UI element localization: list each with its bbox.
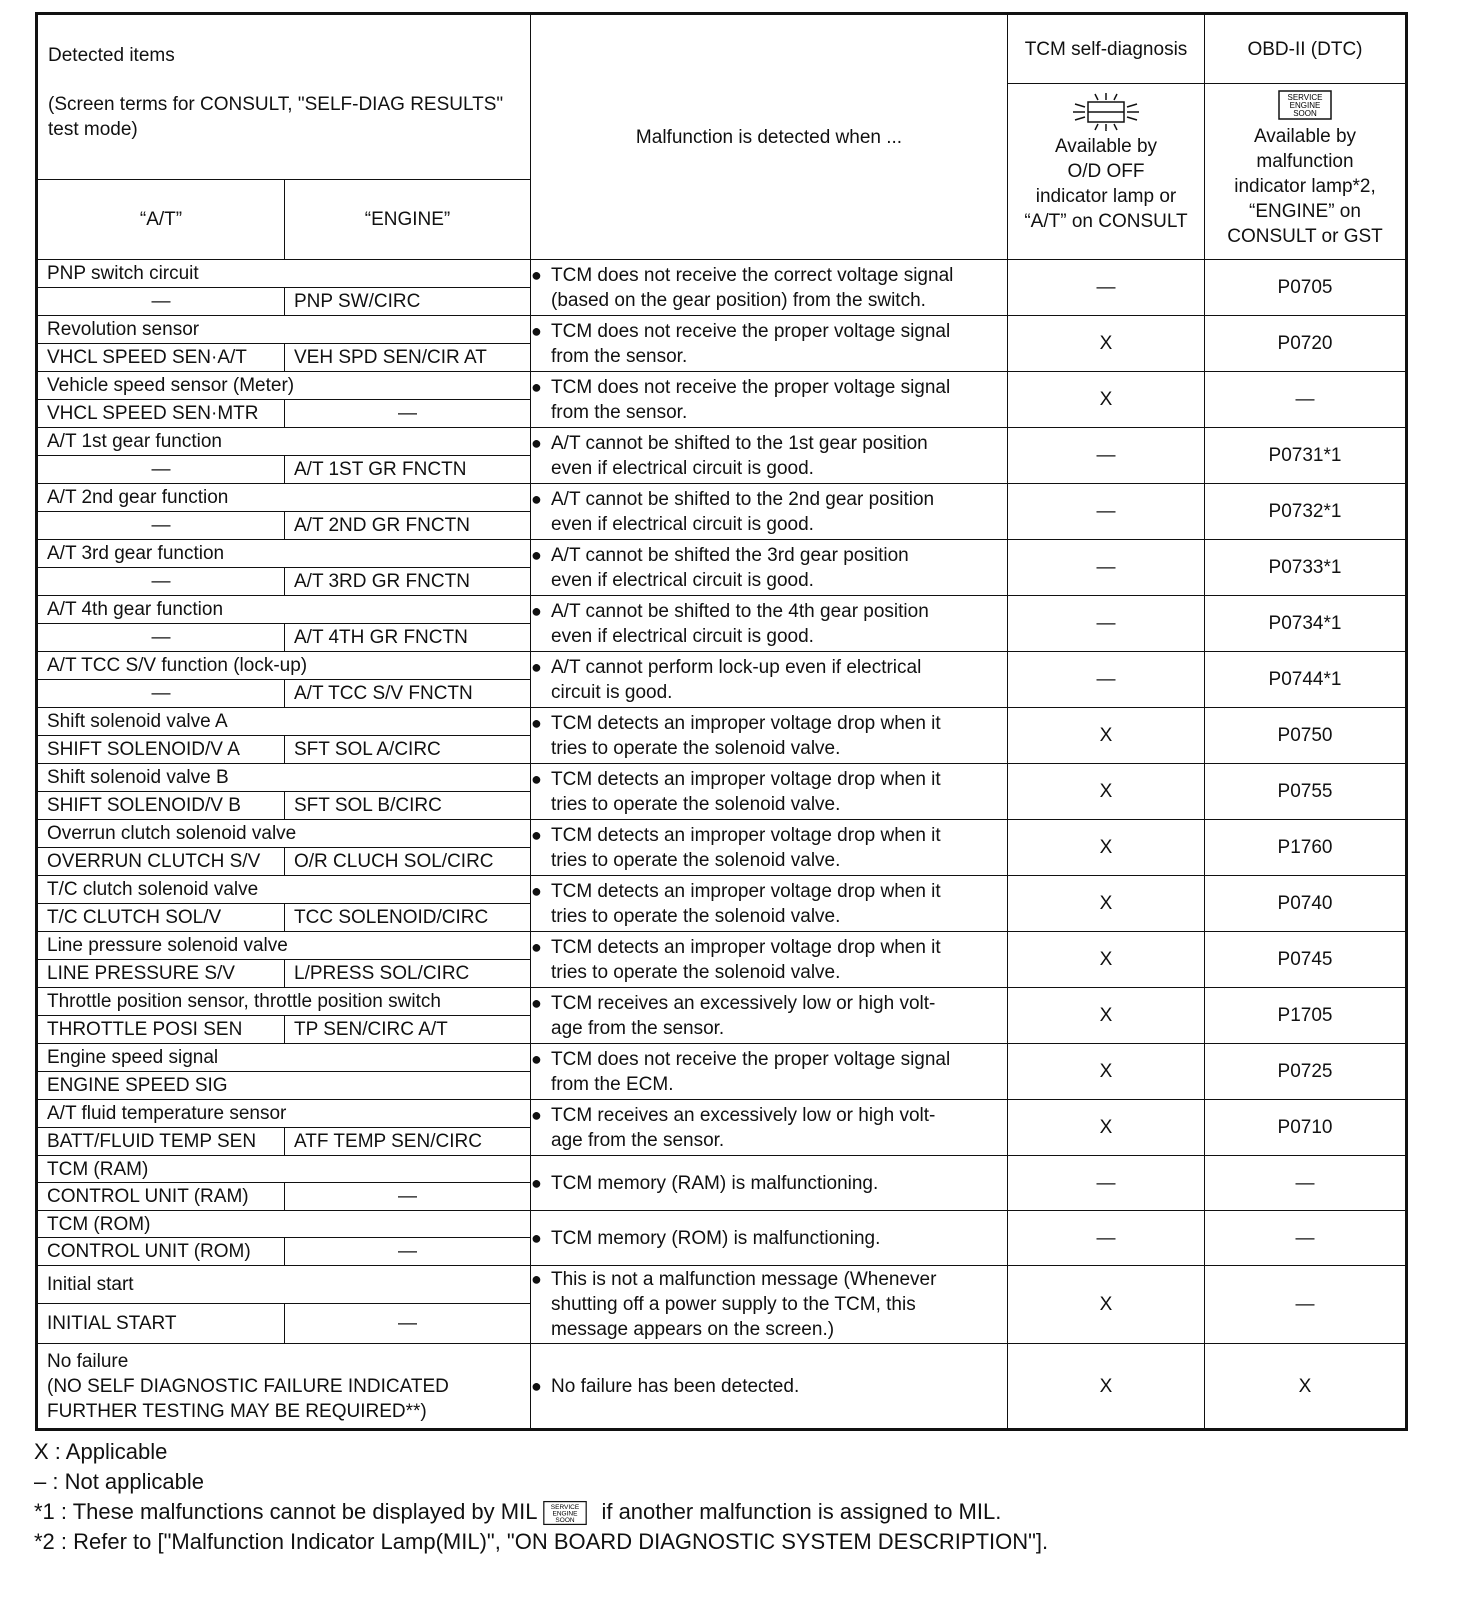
malfunction-line: TCM does not receive the correct voltage signal bbox=[551, 264, 954, 286]
engine-screen-term: ATF TEMP SEN/CIRC bbox=[285, 1128, 531, 1156]
malfunction-condition bbox=[531, 316, 1008, 372]
bullet-icon: ● bbox=[531, 600, 542, 621]
malfunction-line: tries to operate the solenoid valve. bbox=[551, 961, 841, 983]
obd-dtc-value: — bbox=[1205, 372, 1407, 428]
at-screen-term: SHIFT SOLENOID/V A bbox=[37, 736, 285, 764]
obd-dtc-value: P0744*1 bbox=[1205, 652, 1407, 708]
mil-lamp-icon bbox=[543, 1500, 587, 1526]
header-at-column: “A/T” bbox=[37, 180, 285, 260]
diagnostic-table bbox=[35, 12, 1408, 1431]
table-row bbox=[37, 372, 1407, 400]
header-obd-dtc: OBD-II (DTC) bbox=[1205, 14, 1407, 84]
engine-screen-term: — bbox=[285, 1304, 531, 1344]
obd-dtc-value: P0732*1 bbox=[1205, 484, 1407, 540]
malfunction-line: tries to operate the solenoid valve. bbox=[551, 905, 841, 927]
malfunction-line: tries to operate the solenoid valve. bbox=[551, 793, 841, 815]
table-row bbox=[37, 596, 1407, 624]
tcm-self-diagnosis-value: X bbox=[1008, 708, 1205, 764]
header-tcm-self-diagnosis: TCM self-diagnosis bbox=[1008, 14, 1205, 84]
bullet-icon: ● bbox=[531, 712, 542, 733]
engine-screen-term: A/T TCC S/V FNCTN bbox=[285, 680, 531, 708]
header-tcm-availability bbox=[1008, 84, 1205, 260]
engine-screen-term: SFT SOL B/CIRC bbox=[285, 792, 531, 820]
tcm-self-diagnosis-value: X bbox=[1008, 1266, 1205, 1344]
tcm-self-diagnosis-value: — bbox=[1008, 652, 1205, 708]
engine-screen-term: A/T 1ST GR FNCTN bbox=[285, 456, 531, 484]
malfunction-line: This is not a malfunction message (Whenever bbox=[551, 1269, 937, 1290]
obd-dtc-value: P0720 bbox=[1205, 316, 1407, 372]
bullet-icon: ● bbox=[531, 1375, 542, 1396]
malfunction-line: A/T cannot be shifted to the 2nd gear position bbox=[551, 488, 935, 510]
obd-avail-line-1: Available by bbox=[1253, 126, 1357, 147]
malfunction-line: even if electrical circuit is good. bbox=[551, 625, 814, 647]
bullet-icon: ● bbox=[531, 544, 542, 565]
tcm-self-diagnosis-value: — bbox=[1008, 428, 1205, 484]
detected-item: Revolution sensor bbox=[37, 316, 531, 344]
detected-item: PNP switch circuit bbox=[37, 260, 531, 288]
detected-item: A/T 1st gear function bbox=[37, 428, 531, 456]
obd-dtc-value: P0705 bbox=[1205, 260, 1407, 316]
no-failure-line: (NO SELF DIAGNOSTIC FAILURE INDICATED bbox=[47, 1375, 449, 1397]
malfunction-line: shutting off a power supply to the TCM, this bbox=[551, 1294, 916, 1315]
tcm-self-diagnosis-value: X bbox=[1008, 1100, 1205, 1156]
engine-screen-term: O/R CLUCH SOL/CIRC bbox=[285, 848, 531, 876]
detected-item: Shift solenoid valve A bbox=[37, 708, 531, 736]
detected-item: Initial start bbox=[37, 1266, 531, 1304]
malfunction-line: TCM does not receive the proper voltage signal bbox=[551, 376, 951, 398]
table-row bbox=[37, 428, 1407, 456]
obd-dtc-value: — bbox=[1205, 1266, 1407, 1344]
malfunction-line: from the sensor. bbox=[551, 401, 688, 423]
tcm-self-diagnosis-value: — bbox=[1008, 1156, 1205, 1211]
malfunction-line: A/T cannot be shifted to the 4th gear position bbox=[551, 600, 929, 622]
obd-dtc-value: P0755 bbox=[1205, 764, 1407, 820]
malfunction-condition bbox=[531, 764, 1008, 820]
bullet-icon: ● bbox=[531, 488, 542, 509]
detected-item: Shift solenoid valve B bbox=[37, 764, 531, 792]
detected-item-no-failure bbox=[37, 1344, 531, 1430]
malfunction-condition bbox=[531, 932, 1008, 988]
tcm-avail-line-4: “A/T” on CONSULT bbox=[1024, 211, 1188, 232]
detected-item: A/T 3rd gear function bbox=[37, 540, 531, 568]
tcm-avail-line-1: Available by bbox=[1054, 136, 1158, 157]
obd-avail-line-2: malfunction bbox=[1256, 151, 1354, 172]
table-row bbox=[37, 876, 1407, 904]
malfunction-line: TCM detects an improper voltage drop when it bbox=[551, 936, 941, 958]
footnotes bbox=[34, 1437, 1048, 1557]
obd-dtc-value: — bbox=[1205, 1211, 1407, 1266]
bullet-icon: ● bbox=[531, 992, 542, 1013]
malfunction-line: TCM memory (RAM) is malfunctioning. bbox=[551, 1172, 879, 1194]
engine-screen-term: VEH SPD SEN/CIR AT bbox=[285, 344, 531, 372]
engine-screen-term: PNP SW/CIRC bbox=[285, 288, 531, 316]
tcm-self-diagnosis-value: X bbox=[1008, 988, 1205, 1044]
note-1 bbox=[34, 1497, 1048, 1527]
obd-dtc-value: X bbox=[1205, 1344, 1407, 1430]
bullet-icon: ● bbox=[531, 320, 542, 341]
tcm-self-diagnosis-value: X bbox=[1008, 372, 1205, 428]
svg-text:SERVICE: SERVICE bbox=[1287, 93, 1323, 102]
no-failure-line: No failure bbox=[47, 1350, 129, 1372]
at-screen-term: — bbox=[37, 288, 285, 316]
malfunction-line: TCM detects an improper voltage drop when it bbox=[551, 712, 941, 734]
malfunction-condition bbox=[531, 1344, 1008, 1430]
tcm-self-diagnosis-value: — bbox=[1008, 540, 1205, 596]
table-row bbox=[37, 988, 1407, 1016]
table-row bbox=[37, 260, 1407, 288]
tcm-self-diagnosis-value: X bbox=[1008, 1344, 1205, 1430]
obd-dtc-value: P0733*1 bbox=[1205, 540, 1407, 596]
table-row bbox=[37, 708, 1407, 736]
table-row bbox=[37, 652, 1407, 680]
malfunction-condition bbox=[531, 1156, 1008, 1211]
table-row bbox=[37, 484, 1407, 512]
malfunction-line: message appears on the screen.) bbox=[551, 1319, 835, 1340]
malfunction-condition bbox=[531, 596, 1008, 652]
malfunction-condition bbox=[531, 1211, 1008, 1266]
malfunction-line: even if electrical circuit is good. bbox=[551, 569, 814, 591]
engine-screen-term: TCC SOLENOID/CIRC bbox=[285, 904, 531, 932]
engine-screen-term: TP SEN/CIRC A/T bbox=[285, 1016, 531, 1044]
obd-dtc-value: P1760 bbox=[1205, 820, 1407, 876]
bullet-icon: ● bbox=[531, 880, 542, 901]
detected-item: TCM (RAM) bbox=[37, 1156, 531, 1183]
at-screen-term: — bbox=[37, 512, 285, 540]
at-screen-term: LINE PRESSURE S/V bbox=[37, 960, 285, 988]
tcm-self-diagnosis-value: X bbox=[1008, 932, 1205, 988]
engine-screen-term: — bbox=[285, 1238, 531, 1266]
at-screen-term: — bbox=[37, 680, 285, 708]
malfunction-line: tries to operate the solenoid valve. bbox=[551, 737, 841, 759]
malfunction-line: A/T cannot be shifted to the 1st gear position bbox=[551, 432, 928, 454]
tcm-self-diagnosis-value: — bbox=[1008, 1211, 1205, 1266]
obd-dtc-value: P0734*1 bbox=[1205, 596, 1407, 652]
at-screen-term: — bbox=[37, 568, 285, 596]
bullet-icon: ● bbox=[531, 1104, 542, 1125]
tcm-self-diagnosis-value: X bbox=[1008, 316, 1205, 372]
malfunction-line: A/T cannot perform lock-up even if electrical bbox=[551, 656, 922, 678]
bullet-icon: ● bbox=[531, 264, 542, 285]
malfunction-condition bbox=[531, 1266, 1008, 1344]
note-applicable: X : Applicable bbox=[34, 1439, 168, 1464]
detected-item: TCM (ROM) bbox=[37, 1211, 531, 1238]
detected-item: Throttle position sensor, throttle position switch bbox=[37, 988, 531, 1016]
tcm-self-diagnosis-value: — bbox=[1008, 260, 1205, 316]
malfunction-line: TCM detects an improper voltage drop when it bbox=[551, 880, 941, 902]
malfunction-line: tries to operate the solenoid valve. bbox=[551, 849, 841, 871]
obd-avail-line-3: indicator lamp*2, bbox=[1234, 176, 1376, 197]
tcm-self-diagnosis-value: X bbox=[1008, 876, 1205, 932]
at-screen-term: INITIAL START bbox=[37, 1304, 285, 1344]
detected-item: Overrun clutch solenoid valve bbox=[37, 820, 531, 848]
malfunction-line: from the ECM. bbox=[551, 1073, 674, 1095]
table-row-no-failure bbox=[37, 1344, 1407, 1430]
obd-dtc-value: P0740 bbox=[1205, 876, 1407, 932]
bullet-icon: ● bbox=[531, 1269, 542, 1289]
tcm-self-diagnosis-value: — bbox=[1008, 596, 1205, 652]
svg-text:ENGINE: ENGINE bbox=[1289, 101, 1321, 110]
at-screen-term: — bbox=[37, 624, 285, 652]
obd-dtc-value: P0731*1 bbox=[1205, 428, 1407, 484]
table-row bbox=[37, 1211, 1407, 1238]
malfunction-line: TCM receives an excessively low or high volt- bbox=[551, 1104, 936, 1126]
table-row bbox=[37, 820, 1407, 848]
at-screen-term: VHCL SPEED SEN·MTR bbox=[37, 400, 285, 428]
bullet-icon: ● bbox=[531, 1172, 542, 1193]
svg-text:SOON: SOON bbox=[555, 1517, 576, 1525]
tcm-self-diagnosis-value: X bbox=[1008, 820, 1205, 876]
malfunction-line: circuit is good. bbox=[551, 681, 673, 703]
note-not-applicable: – : Not applicable bbox=[34, 1469, 204, 1494]
malfunction-line: TCM detects an improper voltage drop when it bbox=[551, 824, 941, 846]
engine-screen-term: — bbox=[285, 400, 531, 428]
detected-item: T/C clutch solenoid valve bbox=[37, 876, 531, 904]
malfunction-condition bbox=[531, 820, 1008, 876]
note-2: *2 : Refer to ["Malfunction Indicator Lamp(MIL)", "ON BOARD DIAGNOSTIC SYSTEM DESCRIPTION"]. bbox=[34, 1529, 1049, 1554]
engine-screen-term: SFT SOL A/CIRC bbox=[285, 736, 531, 764]
malfunction-line: age from the sensor. bbox=[551, 1017, 725, 1039]
at-screen-term: T/C CLUTCH SOL/V bbox=[37, 904, 285, 932]
service-engine-soon-lamp-icon bbox=[1278, 90, 1332, 120]
engine-screen-term: — bbox=[285, 1183, 531, 1211]
header-malfunction: Malfunction is detected when ... bbox=[531, 14, 1008, 260]
bullet-icon: ● bbox=[531, 1048, 542, 1069]
tcm-avail-line-2: O/D OFF bbox=[1067, 161, 1145, 182]
at-screen-term: VHCL SPEED SEN·A/T bbox=[37, 344, 285, 372]
table-row bbox=[37, 1156, 1407, 1183]
table-row bbox=[37, 932, 1407, 960]
bullet-icon: ● bbox=[531, 768, 542, 789]
at-screen-term: BATT/FLUID TEMP SEN bbox=[37, 1128, 285, 1156]
no-failure-line: FURTHER TESTING MAY BE REQUIRED**) bbox=[47, 1400, 427, 1422]
at-screen-term: CONTROL UNIT (ROM) bbox=[37, 1238, 285, 1266]
bullet-icon: ● bbox=[531, 432, 542, 453]
header-engine-column: “ENGINE” bbox=[285, 180, 531, 260]
header-detected-items-label: Detected items bbox=[48, 45, 175, 66]
detected-item: A/T 2nd gear function bbox=[37, 484, 531, 512]
obd-dtc-value: P0745 bbox=[1205, 932, 1407, 988]
malfunction-condition bbox=[531, 540, 1008, 596]
table-row bbox=[37, 316, 1407, 344]
od-off-lamp-icon bbox=[1069, 92, 1143, 132]
bullet-icon: ● bbox=[531, 656, 542, 677]
tcm-self-diagnosis-value: X bbox=[1008, 764, 1205, 820]
malfunction-line: TCM does not receive the proper voltage signal bbox=[551, 320, 951, 342]
engine-screen-term: A/T 2ND GR FNCTN bbox=[285, 512, 531, 540]
malfunction-line: No failure has been detected. bbox=[551, 1375, 800, 1397]
obd-dtc-value: P0750 bbox=[1205, 708, 1407, 764]
at-screen-term: — bbox=[37, 456, 285, 484]
malfunction-condition bbox=[531, 708, 1008, 764]
header-detected-items bbox=[37, 14, 531, 180]
svg-text:ENGINE: ENGINE bbox=[552, 1510, 578, 1518]
detected-item: A/T fluid temperature sensor bbox=[37, 1100, 531, 1128]
malfunction-line: even if electrical circuit is good. bbox=[551, 457, 814, 479]
malfunction-condition bbox=[531, 988, 1008, 1044]
obd-dtc-value: P1705 bbox=[1205, 988, 1407, 1044]
svg-text:SOON: SOON bbox=[1293, 109, 1317, 118]
at-screen-term: THROTTLE POSI SEN bbox=[37, 1016, 285, 1044]
malfunction-condition bbox=[531, 876, 1008, 932]
malfunction-condition bbox=[531, 1044, 1008, 1100]
detected-item: Vehicle speed sensor (Meter) bbox=[37, 372, 531, 400]
engine-screen-term: A/T 3RD GR FNCTN bbox=[285, 568, 531, 596]
table-row bbox=[37, 540, 1407, 568]
obd-avail-line-5: CONSULT or GST bbox=[1227, 226, 1383, 247]
note-1-text-b: if another malfunction is assigned to MIL. bbox=[601, 1499, 1002, 1524]
malfunction-line: TCM does not receive the proper voltage signal bbox=[551, 1048, 951, 1070]
malfunction-condition bbox=[531, 1100, 1008, 1156]
detected-item: Engine speed signal bbox=[37, 1044, 531, 1072]
obd-dtc-value: P0710 bbox=[1205, 1100, 1407, 1156]
engine-screen-term: L/PRESS SOL/CIRC bbox=[285, 960, 531, 988]
obd-dtc-value: — bbox=[1205, 1156, 1407, 1211]
malfunction-condition bbox=[531, 484, 1008, 540]
at-screen-term: ENGINE SPEED SIG bbox=[37, 1072, 531, 1100]
at-screen-term: SHIFT SOLENOID/V B bbox=[37, 792, 285, 820]
malfunction-condition bbox=[531, 428, 1008, 484]
malfunction-line: TCM receives an excessively low or high volt- bbox=[551, 992, 936, 1014]
obd-avail-line-4: “ENGINE” on bbox=[1249, 201, 1361, 222]
bullet-icon: ● bbox=[531, 1227, 542, 1248]
bullet-icon: ● bbox=[531, 824, 542, 845]
bullet-icon: ● bbox=[531, 376, 542, 397]
bullet-icon: ● bbox=[531, 936, 542, 957]
obd-dtc-value: P0725 bbox=[1205, 1044, 1407, 1100]
table-row bbox=[37, 1266, 1407, 1304]
detected-item: A/T TCC S/V function (lock-up) bbox=[37, 652, 531, 680]
header-obd-availability bbox=[1205, 84, 1407, 260]
at-screen-term: CONTROL UNIT (RAM) bbox=[37, 1183, 285, 1211]
table-row bbox=[37, 1100, 1407, 1128]
malfunction-condition bbox=[531, 652, 1008, 708]
detected-item: A/T 4th gear function bbox=[37, 596, 531, 624]
tcm-self-diagnosis-value: X bbox=[1008, 1044, 1205, 1100]
malfunction-condition bbox=[531, 372, 1008, 428]
svg-text:O/D OFF: O/D OFF bbox=[1106, 130, 1111, 131]
engine-screen-term: A/T 4TH GR FNCTN bbox=[285, 624, 531, 652]
malfunction-line: from the sensor. bbox=[551, 345, 688, 367]
malfunction-line: A/T cannot be shifted the 3rd gear position bbox=[551, 544, 909, 566]
at-screen-term: OVERRUN CLUTCH S/V bbox=[37, 848, 285, 876]
malfunction-line: TCM memory (ROM) is malfunctioning. bbox=[551, 1227, 881, 1249]
malfunction-condition bbox=[531, 260, 1008, 316]
detected-item: Line pressure solenoid valve bbox=[37, 932, 531, 960]
malfunction-line: age from the sensor. bbox=[551, 1129, 725, 1151]
header-screen-terms: (Screen terms for CONSULT, "SELF-DIAG RESULTS" test mode) bbox=[48, 94, 504, 140]
malfunction-line: (based on the gear position) from the switch. bbox=[551, 289, 926, 311]
tcm-avail-line-3: indicator lamp or bbox=[1035, 186, 1177, 207]
table-row bbox=[37, 764, 1407, 792]
malfunction-line: TCM detects an improper voltage drop when it bbox=[551, 768, 941, 790]
malfunction-line: even if electrical circuit is good. bbox=[551, 513, 814, 535]
table-row bbox=[37, 1044, 1407, 1072]
note-1-text-a: *1 : These malfunctions cannot be displayed by MIL bbox=[34, 1499, 538, 1524]
svg-text:SERVICE: SERVICE bbox=[551, 1504, 580, 1512]
tcm-self-diagnosis-value: — bbox=[1008, 484, 1205, 540]
